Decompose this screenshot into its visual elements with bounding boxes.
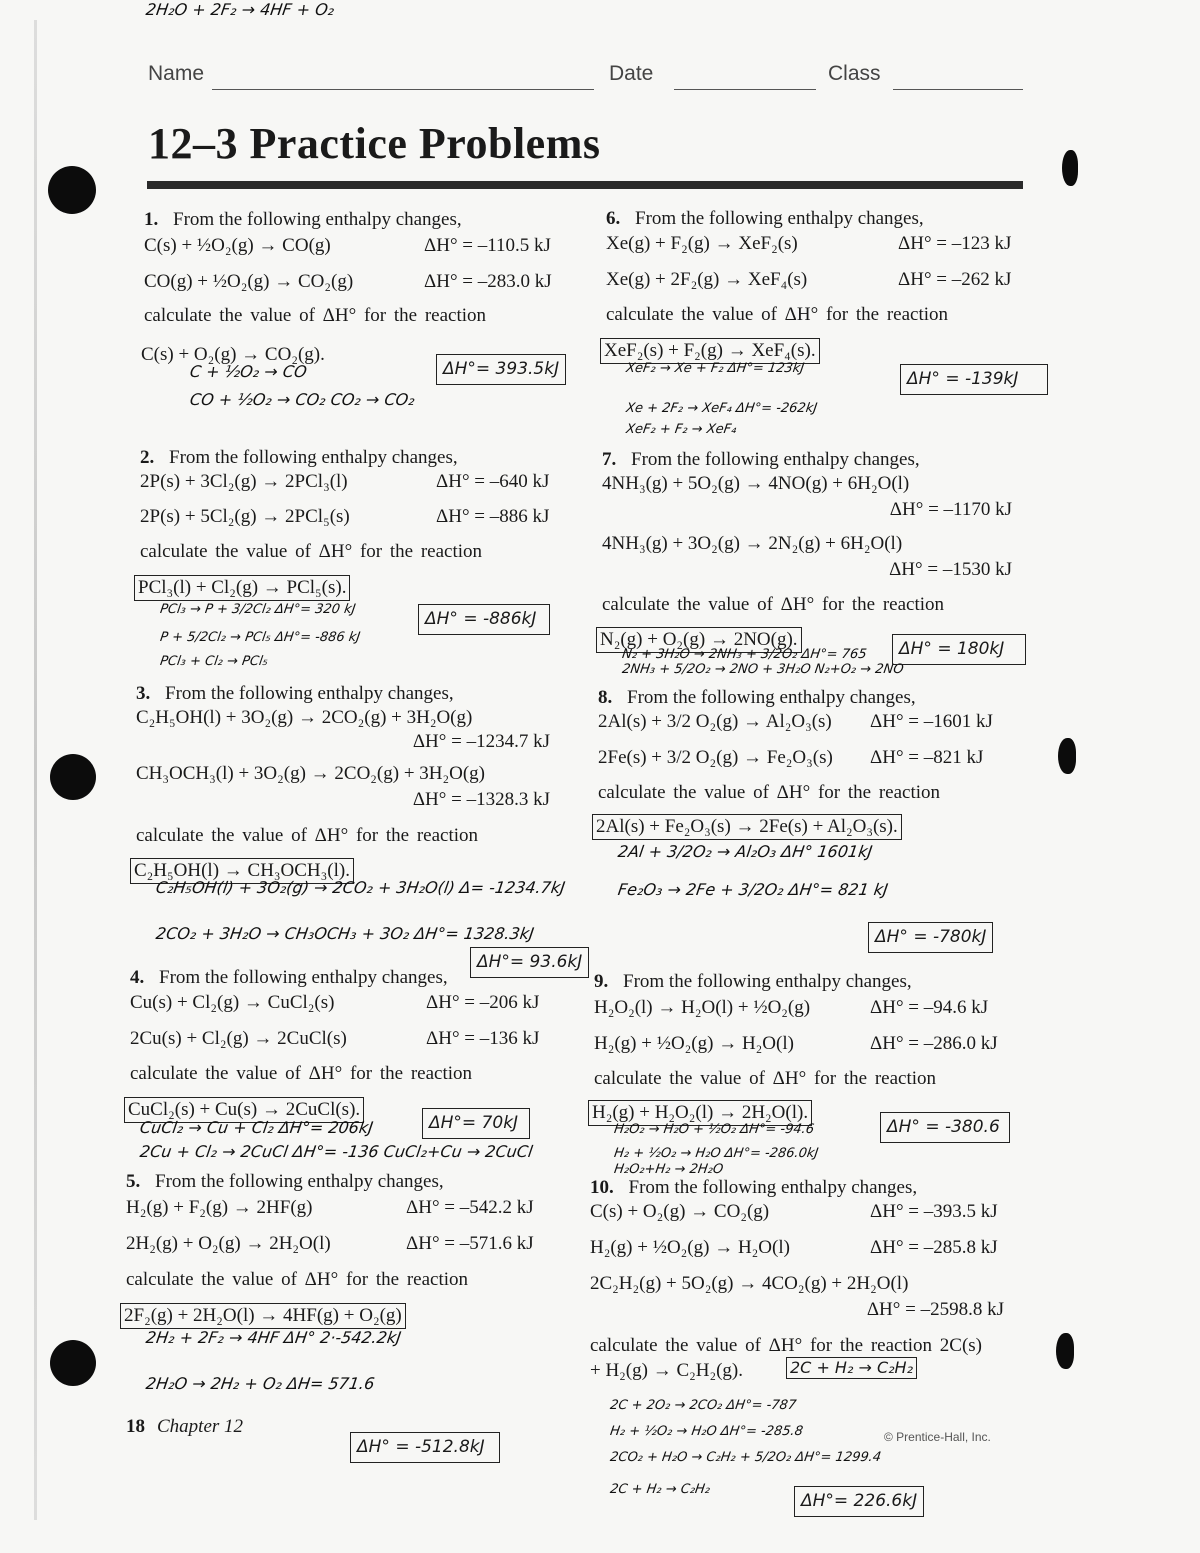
- problem-number: 1.: [144, 209, 159, 230]
- punch-hole-icon: [50, 1340, 96, 1386]
- enthalpy-value: ΔH° = –94.6 kJ: [870, 997, 989, 1018]
- reaction-equation: 4NH₃(g) + 3O₂(g) → 2N₂(g) + 6H₂O(l): [602, 533, 903, 554]
- handwritten-work: 2H₂O → 2H₂ + O₂ ΔH= 571.6: [144, 1374, 376, 1393]
- handwritten-work: H₂ + ½O₂ → H₂O ΔH°= -285.8: [609, 1424, 804, 1439]
- problem-intro: [602, 448, 920, 472]
- enthalpy-value: ΔH° = –886 kJ: [436, 506, 550, 527]
- answer-box: ΔH° = 180kJ: [892, 634, 1026, 665]
- enthalpy-value: ΔH° = –821 kJ: [870, 747, 984, 768]
- title-rule: [147, 181, 1023, 189]
- problem-intro: [598, 686, 916, 710]
- problem-intro-text: From the following enthalpy changes,: [154, 967, 448, 988]
- target-reaction: H₂(g) + H₂O₂(l) → 2H₂O(l).: [588, 1100, 812, 1126]
- target-reaction: C₂H₅OH(l) → CH₃OCH₃(l).: [130, 858, 354, 884]
- problem-intro-text: From the following enthalpy changes,: [618, 971, 912, 992]
- punch-hole-icon: [50, 754, 96, 800]
- problem-intro-text: From the following enthalpy changes,: [150, 1171, 444, 1192]
- reaction-equation: 4NH₃(g) + 5O₂(g) → 4NO(g) + 6H₂O(l): [602, 473, 910, 494]
- reaction-equation: 2P(s) + 5Cl₂(g) → 2PCl₅(s): [140, 506, 350, 527]
- reaction-equation: Cu(s) + Cl₂(g) → CuCl₂(s): [130, 992, 335, 1013]
- answer-box: ΔH°= 226.6kJ: [794, 1486, 924, 1517]
- enthalpy-value: ΔH° = –571.6 kJ: [406, 1233, 534, 1254]
- problem-number: 10.: [590, 1177, 614, 1198]
- enthalpy-value: ΔH° = –393.5 kJ: [870, 1201, 998, 1222]
- calculate-instruction: calculate the value of ΔH° for the reaction: [136, 825, 479, 846]
- target-reaction: N₂(g) + O₂(g) → 2NO(g).: [596, 627, 802, 653]
- handwritten-work: PCl₃ + Cl₂ → PCl₅: [159, 654, 269, 669]
- answer-box: ΔH°= 93.6kJ: [470, 947, 589, 978]
- handwritten-work: 2CO₂ + H₂O → C₂H₂ + 5/2O₂ ΔH°= 1299.4: [609, 1450, 883, 1465]
- target-reaction: XeF₂(s) + F₂(g) → XeF₄(s).: [600, 338, 820, 364]
- problem-number: 2.: [140, 447, 155, 468]
- handwritten-work: Fe₂O₃ → 2Fe + 3/2O₂ ΔH°= 821 kJ: [616, 880, 890, 899]
- problem-intro-text: From the following enthalpy changes,: [623, 1177, 918, 1198]
- problem-number: 5.: [126, 1171, 141, 1192]
- answer-box: ΔH° = -380.6: [880, 1112, 1010, 1143]
- enthalpy-value: ΔH° = –136 kJ: [426, 1028, 540, 1049]
- page-footer: [126, 1416, 243, 1438]
- punch-hole-icon: [1062, 150, 1078, 186]
- page-number: 18: [126, 1416, 145, 1437]
- handwritten-work: 2NH₃ + 5/2O₂ → 2NO + 3H₂O N₂+O₂ → 2NO: [621, 662, 905, 677]
- reaction-equation: C(s) + O₂(g) → CO₂(g): [590, 1201, 770, 1222]
- answer-box: ΔH°= 70kJ: [422, 1108, 530, 1139]
- handwritten-work: 2CO₂ + 3H₂O → CH₃OCH₃ + 3O₂ ΔH°= 1328.3kJ: [154, 924, 536, 943]
- date-line: [674, 89, 816, 90]
- enthalpy-value: ΔH° = –283.0 kJ: [424, 271, 552, 292]
- answer-box: ΔH° = -886kJ: [418, 604, 550, 635]
- chapter-label: Chapter 12: [157, 1416, 244, 1437]
- name-line: [212, 89, 594, 90]
- handwritten-work: H₂ + ½O₂ → H₂O ΔH°= -286.0kJ: [613, 1146, 820, 1161]
- target-reaction: CuCl₂(s) + Cu(s) → 2CuCl(s).: [124, 1097, 364, 1123]
- handwritten-work: 2H₂ + 2F₂ → 4HF ΔH° 2·-542.2kJ: [144, 1328, 403, 1347]
- reaction-equation: 2P(s) + 3Cl₂(g) → 2PCl₃(l): [140, 471, 348, 492]
- handwritten-work: N₂ + 3H₂O → 2NH₃ + 3/2O₂ ΔH°= 765: [621, 647, 868, 662]
- punch-hole-icon: [1058, 738, 1076, 774]
- problem-intro: [606, 207, 924, 231]
- punch-hole-icon: [1056, 1333, 1074, 1369]
- problem-number: 4.: [130, 967, 145, 988]
- handwritten-work: 2C + 2O₂ → 2CO₂ ΔH°= -787: [609, 1398, 798, 1413]
- target-reaction: PCl₃(l) + Cl₂(g) → PCl₅(s).: [134, 575, 350, 601]
- problem-number: 9.: [594, 971, 609, 992]
- reaction-equation: H₂O₂(l) → H₂O(l) + ½O₂(g): [594, 997, 811, 1018]
- target-prefix: + H₂(g) → C₂H₂(g).: [590, 1360, 744, 1381]
- reaction-equation: Xe(g) + F₂(g) → XeF₂(s): [606, 233, 798, 254]
- reaction-equation: C(s) + ½O₂(g) → CO(g): [144, 235, 331, 256]
- problem-number: 3.: [136, 683, 151, 704]
- problem-intro-text: From the following enthalpy changes,: [160, 683, 454, 704]
- reaction-equation: 2Cu(s) + Cl₂(g) → 2CuCl(s): [130, 1028, 347, 1049]
- enthalpy-value: ΔH° = –123 kJ: [898, 233, 1012, 254]
- reaction-equation: CH₃OCH₃(l) + 3O₂(g) → 2CO₂(g) + 3H₂O(g): [136, 763, 486, 784]
- problem-intro-text: From the following enthalpy changes,: [164, 447, 458, 468]
- calculate-instruction: calculate the value of ΔH° for the reaction: [144, 305, 487, 326]
- problem-intro: [136, 682, 454, 706]
- class-label: Class: [828, 62, 881, 85]
- handwritten-work: XeF₂ → Xe + F₂ ΔH°= 123kJ: [625, 361, 806, 376]
- enthalpy-value: ΔH° = –286.0 kJ: [870, 1033, 998, 1054]
- enthalpy-value: ΔH° = –2598.8 kJ: [866, 1299, 1004, 1320]
- reaction-equation: Xe(g) + 2F₂(g) → XeF₄(s): [606, 269, 808, 290]
- problem-intro-text: From the following enthalpy changes,: [622, 687, 916, 708]
- reaction-equation: H₂(g) + F₂(g) → 2HF(g): [126, 1197, 313, 1218]
- name-label: Name: [148, 62, 205, 85]
- handwritten-work: Xe + 2F₂ → XeF₄ ΔH°= -262kJ: [625, 401, 819, 416]
- handwritten-work: 2Cu + Cl₂ → 2CuCl ΔH°= -136 CuCl₂+Cu → 2CuCl: [138, 1142, 534, 1161]
- page-title: 12–3 Practice Problems: [148, 119, 601, 168]
- handwritten-work: P + 5/2Cl₂ → PCl₅ ΔH°= -886 kJ: [159, 630, 362, 645]
- calculate-instruction: calculate the value of ΔH° for the reaction: [606, 304, 949, 325]
- calculate-instruction: calculate the value of ΔH° for the reaction: [140, 541, 483, 562]
- enthalpy-value: ΔH° = –1170 kJ: [889, 499, 1012, 520]
- target-reaction: 2F₂(g) + 2H₂O(l) → 4HF(g) + O₂(g): [120, 1303, 406, 1329]
- reaction-equation: CO(g) + ½O₂(g) → CO₂(g): [144, 271, 354, 292]
- answer-box: ΔH° = -139kJ: [900, 364, 1048, 395]
- reaction-equation: C₂H₅OH(l) + 3O₂(g) → 2CO₂(g) + 3H₂O(g): [136, 707, 473, 728]
- calculate-instruction: calculate the value of ΔH° for the reaction: [594, 1068, 937, 1089]
- handwritten-work: C₂H₅OH(l) + 3O₂(g) → 2CO₂ + 3H₂O(l) Δ= -1234.7kJ: [154, 878, 567, 897]
- calculate-instruction: calculate the value of ΔH° for the reaction: [602, 594, 945, 615]
- class-line: [893, 89, 1023, 90]
- reaction-equation: H₂(g) + ½O₂(g) → H₂O(l): [590, 1237, 790, 1258]
- handwritten-work: H₂O₂ → H₂O + ½O₂ ΔH°= -94.6: [613, 1122, 816, 1137]
- problem-intro: [594, 970, 912, 994]
- calculate-instruction: calculate the value of ΔH° for the reaction: [130, 1063, 473, 1084]
- enthalpy-value: ΔH° = –542.2 kJ: [406, 1197, 534, 1218]
- problem-intro: [140, 446, 458, 470]
- enthalpy-value: ΔH° = –1601 kJ: [870, 711, 993, 732]
- calculate-instruction: calculate the value of ΔH° for the reaction: [126, 1269, 469, 1290]
- problem-intro-text: From the following enthalpy changes,: [630, 208, 924, 229]
- reaction-equation: 2C₂H₂(g) + 5O₂(g) → 4CO₂(g) + 2H₂O(l): [590, 1273, 909, 1294]
- problem-number: 8.: [598, 687, 613, 708]
- target-reaction: 2Al(s) + Fe₂O₃(s) → 2Fe(s) + Al₂O₃(s).: [592, 814, 902, 840]
- problem-number: 7.: [602, 449, 617, 470]
- answer-box: ΔH° = -780kJ: [868, 922, 993, 953]
- problem-intro-text: From the following enthalpy changes,: [168, 209, 462, 230]
- handwritten-work: 2Al + 3/2O₂ → Al₂O₃ ΔH° 1601kJ: [616, 842, 874, 861]
- handwritten-work: CuCl₂ → Cu + Cl₂ ΔH°= 206kJ: [138, 1118, 375, 1137]
- copyright: © Prentice-Hall, Inc.: [884, 1430, 991, 1444]
- handwritten-work: XeF₂ + F₂ → XeF₄: [625, 422, 738, 437]
- handwritten-work: C + ½O₂ → CO: [188, 362, 309, 381]
- reaction-equation: 2H₂(g) + O₂(g) → 2H₂O(l): [126, 1233, 331, 1254]
- enthalpy-value: ΔH° = –262 kJ: [898, 269, 1012, 290]
- answer-box: ΔH°= 393.5kJ: [436, 354, 566, 385]
- worksheet-header: [148, 62, 1023, 92]
- enthalpy-value: ΔH° = –640 kJ: [436, 471, 550, 492]
- reaction-equation: 2Fe(s) + 3/2 O₂(g) → Fe₂O₃(s): [598, 747, 833, 768]
- reaction-equation: H₂(g) + ½O₂(g) → H₂O(l): [594, 1033, 794, 1054]
- handwritten-work: CO + ½O₂ → CO₂ CO₂ → CO₂: [188, 390, 417, 409]
- problem-intro: [590, 1176, 917, 1200]
- date-label: Date: [609, 62, 654, 85]
- enthalpy-value: ΔH° = –110.5 kJ: [424, 235, 551, 256]
- enthalpy-value: ΔH° = –1328.3 kJ: [412, 789, 550, 810]
- enthalpy-value: ΔH° = –206 kJ: [426, 992, 540, 1013]
- problem-intro: [126, 1170, 444, 1194]
- punch-hole-icon: [48, 166, 96, 214]
- handwritten-work: PCl₃ → P + 3/2Cl₂ ΔH°= 320 kJ: [159, 602, 357, 617]
- page-edge-shadow: [34, 20, 37, 1520]
- calculate-instruction: calculate the value of ΔH° for the reaction: [598, 782, 941, 803]
- problem-intro: [130, 966, 448, 990]
- handwritten-work: 2C + H₂ → C₂H₂: [609, 1482, 712, 1497]
- problem-intro-text: From the following enthalpy changes,: [626, 449, 920, 470]
- enthalpy-value: ΔH° = –1234.7 kJ: [412, 731, 550, 752]
- enthalpy-value: ΔH° = –1530 kJ: [889, 559, 1012, 580]
- handwritten-work: 2H₂O + 2F₂ → 4HF + O₂: [144, 0, 336, 19]
- reaction-equation: 2Al(s) + 3/2 O₂(g) → Al₂O₃(s): [598, 711, 832, 732]
- problem-intro: [144, 208, 462, 232]
- calculate-instruction: calculate the value of ΔH° for the reaction 2C(s): [590, 1335, 982, 1356]
- target-reaction: C(s) + O₂(g) → CO₂(g).: [141, 344, 325, 365]
- problem-number: 6.: [606, 208, 621, 229]
- enthalpy-value: ΔH° = –285.8 kJ: [870, 1237, 998, 1258]
- answer-box: ΔH° = -512.8kJ: [350, 1432, 500, 1463]
- target-reaction: 2C + H₂ → C₂H₂: [786, 1357, 917, 1379]
- handwritten-work: H₂O₂+H₂ → 2H₂O: [613, 1162, 725, 1177]
